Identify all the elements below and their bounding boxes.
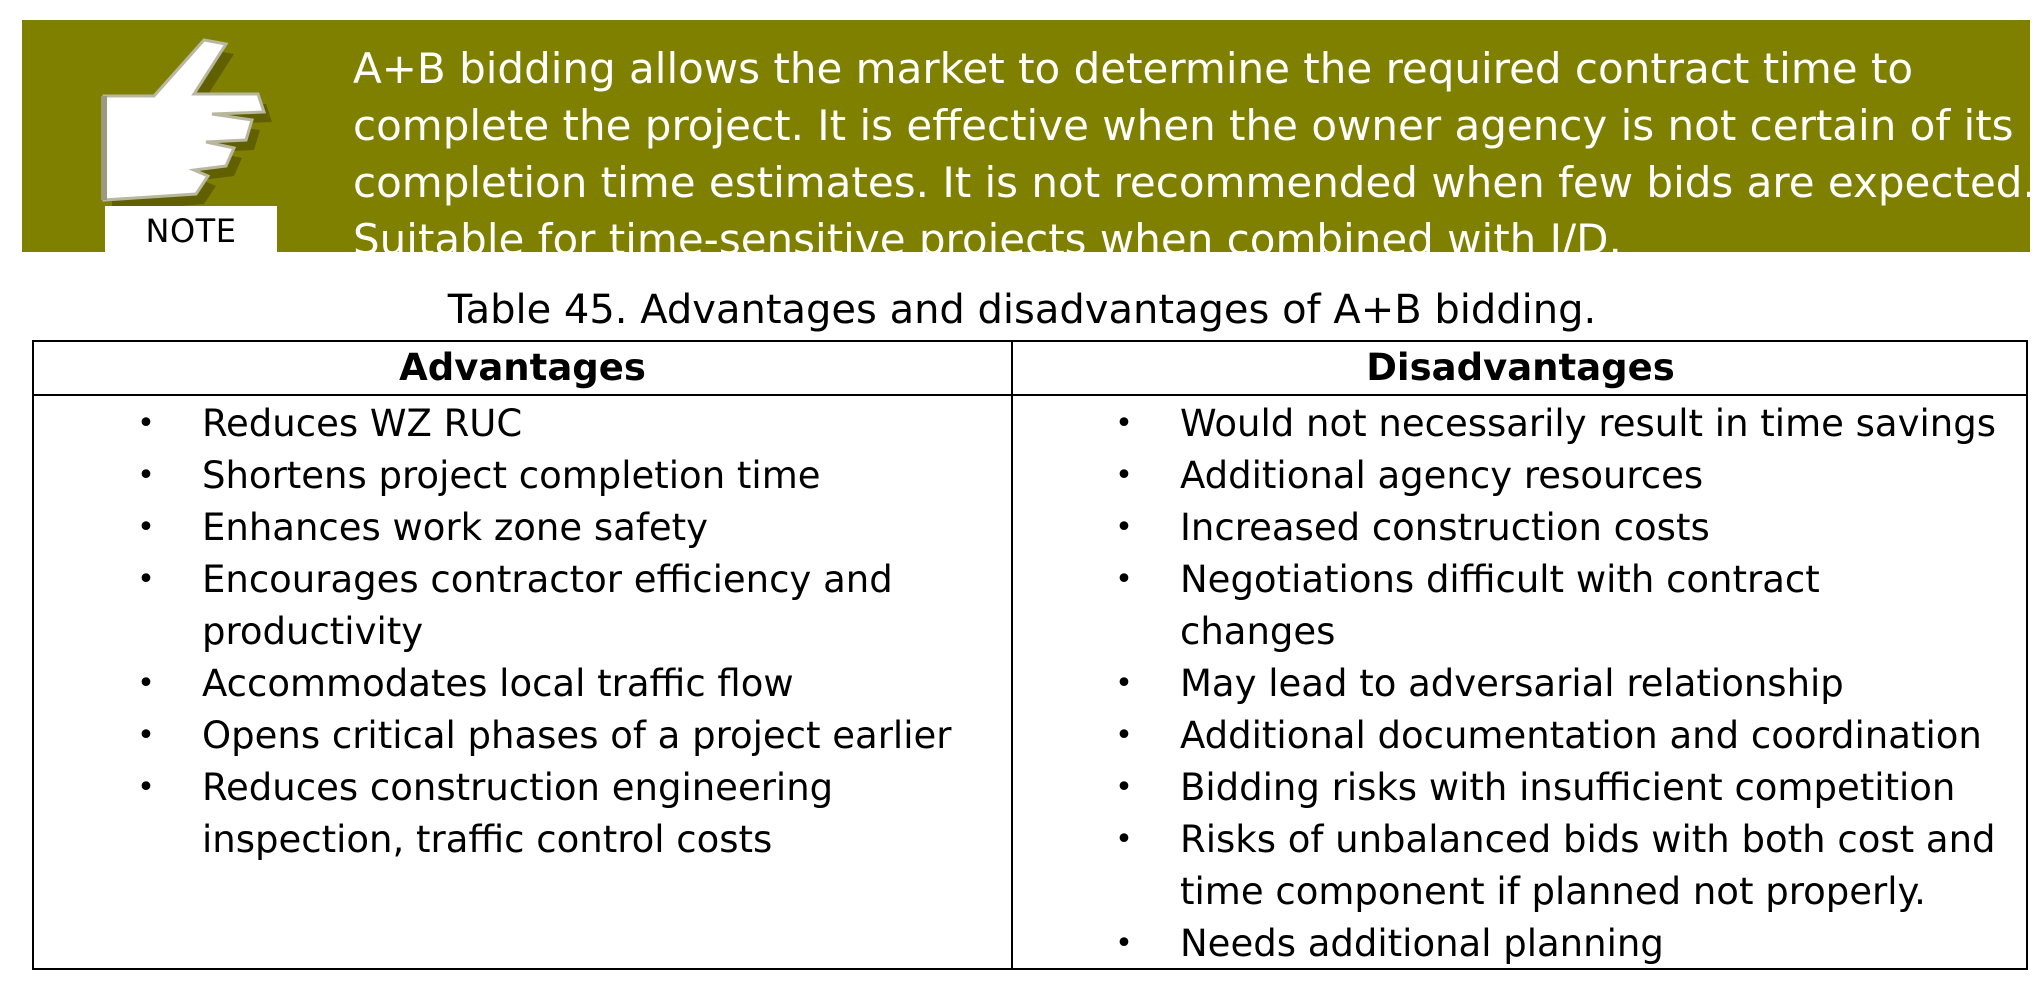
list-item-text: Accommodates local traffic flow	[202, 662, 794, 705]
disadvantages-list	[1115, 398, 2025, 970]
disadvantage-item	[1115, 398, 2025, 450]
bullet-icon: •	[137, 458, 155, 493]
disadvantage-item	[1115, 710, 2025, 762]
note-callout	[22, 20, 2036, 264]
note-line: Suitable for time-sensitive projects when combined with I/D.	[353, 215, 1622, 264]
bullet-icon: •	[1115, 770, 1133, 805]
bullet-icon: •	[1115, 562, 1133, 597]
bullet-icon: •	[137, 718, 155, 753]
advantage-item	[137, 502, 1002, 554]
list-item-text: Additional documentation and coordination	[1180, 714, 1982, 757]
list-item-text: Additional agency resources	[1180, 454, 1704, 497]
list-item-text: Opens critical phases of a project earlier	[202, 714, 952, 757]
bullet-icon: •	[137, 406, 155, 441]
disadvantage-item	[1115, 502, 2025, 554]
bullet-icon: •	[137, 770, 155, 805]
disadvantage-item	[1115, 554, 2025, 658]
list-item-text: productivity	[202, 610, 424, 653]
advantage-item	[137, 710, 1002, 762]
advantage-item	[137, 450, 1002, 502]
list-item-text: Reduces WZ RUC	[202, 402, 523, 445]
advantages-list	[137, 398, 1002, 866]
bullet-icon: •	[1115, 510, 1133, 545]
list-item-text: Risks of unbalanced bids with both cost and	[1180, 818, 1996, 861]
advantage-item	[137, 762, 1002, 866]
advantage-item	[137, 658, 1002, 710]
bullet-icon: •	[1115, 406, 1133, 441]
list-item-text: Would not necessarily result in time savings	[1180, 402, 1996, 445]
advantages-disadvantages-table	[32, 340, 2028, 970]
list-item-text: time component if planned not properly.	[1180, 870, 1926, 913]
list-item-text: Enhances work zone safety	[202, 506, 709, 549]
note-label: NOTE	[105, 206, 277, 256]
disadvantage-item	[1115, 450, 2025, 502]
advantage-item	[137, 554, 1002, 658]
list-item-text: Reduces construction engineering	[202, 766, 834, 809]
table-caption: Table 45. Advantages and disadvantages of A+B bidding.	[447, 287, 1597, 333]
list-item-text: changes	[1180, 610, 1336, 653]
bullet-icon: •	[1115, 718, 1133, 753]
disadvantage-item	[1115, 762, 2025, 814]
list-item-text: inspection, traffic control costs	[202, 818, 773, 861]
list-item-text: Bidding risks with insufficient competition	[1180, 766, 1956, 809]
note-line: complete the project. It is effective when the owner agency is not certain of its	[353, 101, 2014, 150]
note-line: A+B bidding allows the market to determine the required contract time to	[353, 44, 1914, 93]
disadvantage-item	[1115, 814, 2025, 918]
list-item-text: Shortens project completion time	[202, 454, 821, 497]
bullet-icon: •	[137, 562, 155, 597]
list-item-text: Needs additional planning	[1180, 922, 1664, 965]
bullet-icon: •	[1115, 458, 1133, 493]
column-header-advantages: Advantages	[399, 346, 646, 389]
list-item-text: May lead to adversarial relationship	[1180, 662, 1844, 705]
column-divider	[1011, 342, 1013, 968]
bullet-icon: •	[1115, 926, 1133, 961]
list-item-text: Encourages contractor efficiency and	[202, 558, 893, 601]
list-item-text: Increased construction costs	[1180, 506, 1710, 549]
note-line: completion time estimates. It is not recommended when few bids are expected.	[353, 158, 2036, 207]
bullet-icon: •	[137, 510, 155, 545]
list-item-text: Negotiations difficult with contract	[1180, 558, 1820, 601]
header-divider	[34, 394, 2026, 396]
bullet-icon: •	[1115, 822, 1133, 857]
disadvantage-item	[1115, 658, 2025, 710]
disadvantage-item	[1115, 918, 2025, 970]
bullet-icon: •	[1115, 666, 1133, 701]
bullet-icon: •	[137, 666, 155, 701]
advantage-item	[137, 398, 1002, 450]
column-header-disadvantages: Disadvantages	[1366, 346, 1675, 389]
note-text	[353, 40, 2038, 268]
